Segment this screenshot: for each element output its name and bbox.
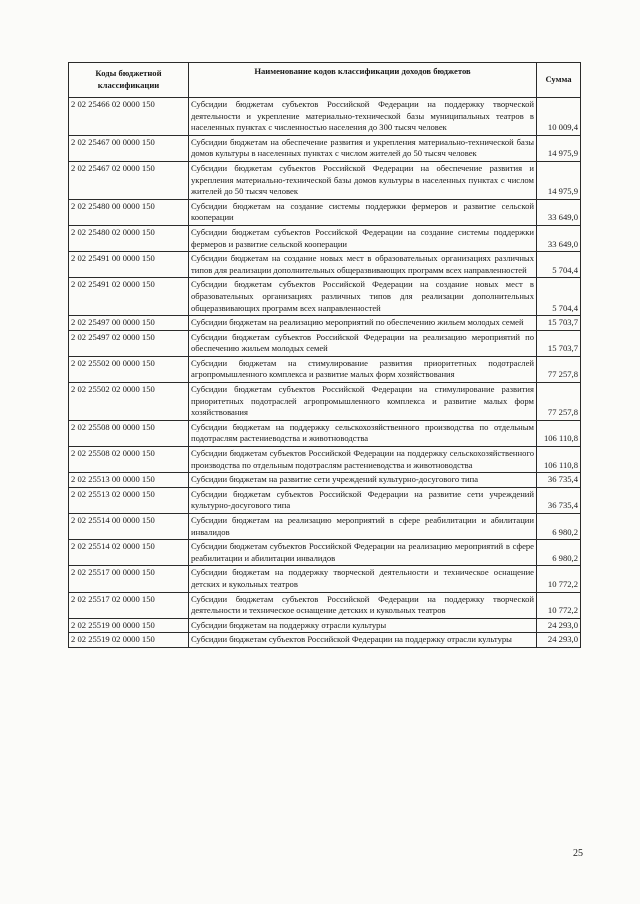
row-sum: 10 772,2 bbox=[537, 592, 581, 618]
table-row bbox=[69, 592, 581, 618]
table-row bbox=[69, 278, 581, 316]
table-row bbox=[69, 225, 581, 251]
row-description: Субсидии бюджетам субъектов Российской Федерации на обеспечение развития и укрепления материально-технической базы домов культуры в населенных пунктах с числом жителей до 50 тысяч человек bbox=[189, 161, 537, 199]
row-sum: 77 257,8 bbox=[537, 383, 581, 421]
row-sum: 36 735,4 bbox=[537, 487, 581, 513]
row-code: 2 02 25517 02 0000 150 bbox=[69, 592, 189, 618]
table-row bbox=[69, 633, 581, 648]
row-description: Субсидии бюджетам субъектов Российской Федерации на поддержку творческой деятельности и укрепление материально-технической базы муниципальных театров в населенных пунктах с численностью населения до 300 тысяч человек bbox=[189, 98, 537, 136]
row-sum: 77 257,8 bbox=[537, 356, 581, 382]
row-sum: 6 980,2 bbox=[537, 514, 581, 540]
table-row bbox=[69, 473, 581, 488]
table-row bbox=[69, 330, 581, 356]
table-row bbox=[69, 135, 581, 161]
row-code: 2 02 25513 02 0000 150 bbox=[69, 487, 189, 513]
row-sum: 106 110,8 bbox=[537, 420, 581, 446]
row-sum: 15 703,7 bbox=[537, 316, 581, 331]
row-description: Субсидии бюджетам на стимулирование развития приоритетных подотраслей агропромышленного комплекса и развитие малых форм хозяйствования bbox=[189, 356, 537, 382]
row-description: Субсидии бюджетам на реализацию мероприятий по обеспечению жильем молодых семей bbox=[189, 316, 537, 331]
row-description: Субсидии бюджетам на обеспечение развития и укрепления материально-технической базы домов культуры в населенных пунктах с числом жителей до 50 тысяч человек bbox=[189, 135, 537, 161]
table-row bbox=[69, 98, 581, 136]
row-code: 2 02 25491 02 0000 150 bbox=[69, 278, 189, 316]
table-row bbox=[69, 252, 581, 278]
row-description: Субсидии бюджетам субъектов Российской Федерации на создание системы поддержки фермеров и развитие сельской кооперации bbox=[189, 225, 537, 251]
row-code: 2 02 25491 00 0000 150 bbox=[69, 252, 189, 278]
row-code: 2 02 25517 00 0000 150 bbox=[69, 566, 189, 592]
table-row bbox=[69, 487, 581, 513]
header-name: Наименование кодов классификации доходов бюджетов bbox=[189, 63, 537, 98]
row-description: Субсидии бюджетам на поддержку отрасли культуры bbox=[189, 618, 537, 633]
row-sum: 5 704,4 bbox=[537, 252, 581, 278]
row-code: 2 02 25513 00 0000 150 bbox=[69, 473, 189, 488]
row-sum: 33 649,0 bbox=[537, 199, 581, 225]
table-row bbox=[69, 383, 581, 421]
row-code: 2 02 25519 00 0000 150 bbox=[69, 618, 189, 633]
table-row bbox=[69, 566, 581, 592]
row-code: 2 02 25467 00 0000 150 bbox=[69, 135, 189, 161]
row-description: Субсидии бюджетам субъектов Российской Федерации на создание новых мест в образовательных организациях различных типов для реализации дополнительных общеразвивающих программ всех направленностей bbox=[189, 278, 537, 316]
table-row bbox=[69, 514, 581, 540]
row-code: 2 02 25514 00 0000 150 bbox=[69, 514, 189, 540]
row-code: 2 02 25502 02 0000 150 bbox=[69, 383, 189, 421]
row-code: 2 02 25480 02 0000 150 bbox=[69, 225, 189, 251]
table-header-row bbox=[69, 63, 581, 98]
row-sum: 24 293,0 bbox=[537, 633, 581, 648]
row-sum: 106 110,8 bbox=[537, 447, 581, 473]
row-description: Субсидии бюджетам на реализацию мероприятий в сфере реабилитации и абилитации инвалидов bbox=[189, 514, 537, 540]
header-sum: Сумма bbox=[537, 63, 581, 98]
row-description: Субсидии бюджетам субъектов Российской Федерации на развитие сети учреждений культурно-досугового типа bbox=[189, 487, 537, 513]
row-description: Субсидии бюджетам субъектов Российской Федерации на поддержку отрасли культуры bbox=[189, 633, 537, 648]
header-codes: Коды бюджетной классификации bbox=[69, 63, 189, 98]
table-row bbox=[69, 447, 581, 473]
row-description: Субсидии бюджетам на поддержку сельскохозяйственного производства по отдельным подотраслям растениеводства и животноводства bbox=[189, 420, 537, 446]
row-sum: 36 735,4 bbox=[537, 473, 581, 488]
row-sum: 10 772,2 bbox=[537, 566, 581, 592]
row-sum: 33 649,0 bbox=[537, 225, 581, 251]
table-row bbox=[69, 356, 581, 382]
row-code: 2 02 25508 02 0000 150 bbox=[69, 447, 189, 473]
row-code: 2 02 25480 00 0000 150 bbox=[69, 199, 189, 225]
row-code: 2 02 25467 02 0000 150 bbox=[69, 161, 189, 199]
budget-classification-table bbox=[68, 62, 581, 648]
row-description: Субсидии бюджетам субъектов Российской Федерации на реализацию мероприятий по обеспечению жильем молодых семей bbox=[189, 330, 537, 356]
table-row bbox=[69, 420, 581, 446]
row-sum: 24 293,0 bbox=[537, 618, 581, 633]
page-number: 25 bbox=[573, 848, 583, 859]
row-sum: 15 703,7 bbox=[537, 330, 581, 356]
table-row bbox=[69, 316, 581, 331]
row-code: 2 02 25497 02 0000 150 bbox=[69, 330, 189, 356]
table-row bbox=[69, 540, 581, 566]
row-description: Субсидии бюджетам на создание новых мест в образовательных организациях различных типов для реализации дополнительных общеразвивающих программ всех направленностей bbox=[189, 252, 537, 278]
row-description: Субсидии бюджетам субъектов Российской Федерации на поддержку творческой деятельности и техническое оснащение детских и кукольных театров bbox=[189, 592, 537, 618]
budget-table-page bbox=[68, 62, 580, 648]
row-description: Субсидии бюджетам субъектов Российской Федерации на реализацию мероприятий в сфере реабилитации и абилитации инвалидов bbox=[189, 540, 537, 566]
table-row bbox=[69, 199, 581, 225]
row-description: Субсидии бюджетам субъектов Российской Федерации на стимулирование развития приоритетных подотраслей агропромышленного комплекса и развитие малых форм хозяйствования bbox=[189, 383, 537, 421]
table-row bbox=[69, 618, 581, 633]
row-sum: 14 975,9 bbox=[537, 135, 581, 161]
row-sum: 6 980,2 bbox=[537, 540, 581, 566]
row-description: Субсидии бюджетам на создание системы поддержки фермеров и развитие сельской кооперации bbox=[189, 199, 537, 225]
row-code: 2 02 25519 02 0000 150 bbox=[69, 633, 189, 648]
row-description: Субсидии бюджетам субъектов Российской Федерации на поддержку сельскохозяйственного производства по отдельным подотраслям растениеводства и животноводства bbox=[189, 447, 537, 473]
row-sum: 10 009,4 bbox=[537, 98, 581, 136]
row-code: 2 02 25466 02 0000 150 bbox=[69, 98, 189, 136]
row-code: 2 02 25508 00 0000 150 bbox=[69, 420, 189, 446]
table-row bbox=[69, 161, 581, 199]
row-sum: 14 975,9 bbox=[537, 161, 581, 199]
row-code: 2 02 25514 02 0000 150 bbox=[69, 540, 189, 566]
row-description: Субсидии бюджетам на поддержку творческой деятельности и техническое оснащение детских и кукольных театров bbox=[189, 566, 537, 592]
row-sum: 5 704,4 bbox=[537, 278, 581, 316]
row-code: 2 02 25497 00 0000 150 bbox=[69, 316, 189, 331]
row-code: 2 02 25502 00 0000 150 bbox=[69, 356, 189, 382]
row-description: Субсидии бюджетам на развитие сети учреждений культурно-досугового типа bbox=[189, 473, 537, 488]
